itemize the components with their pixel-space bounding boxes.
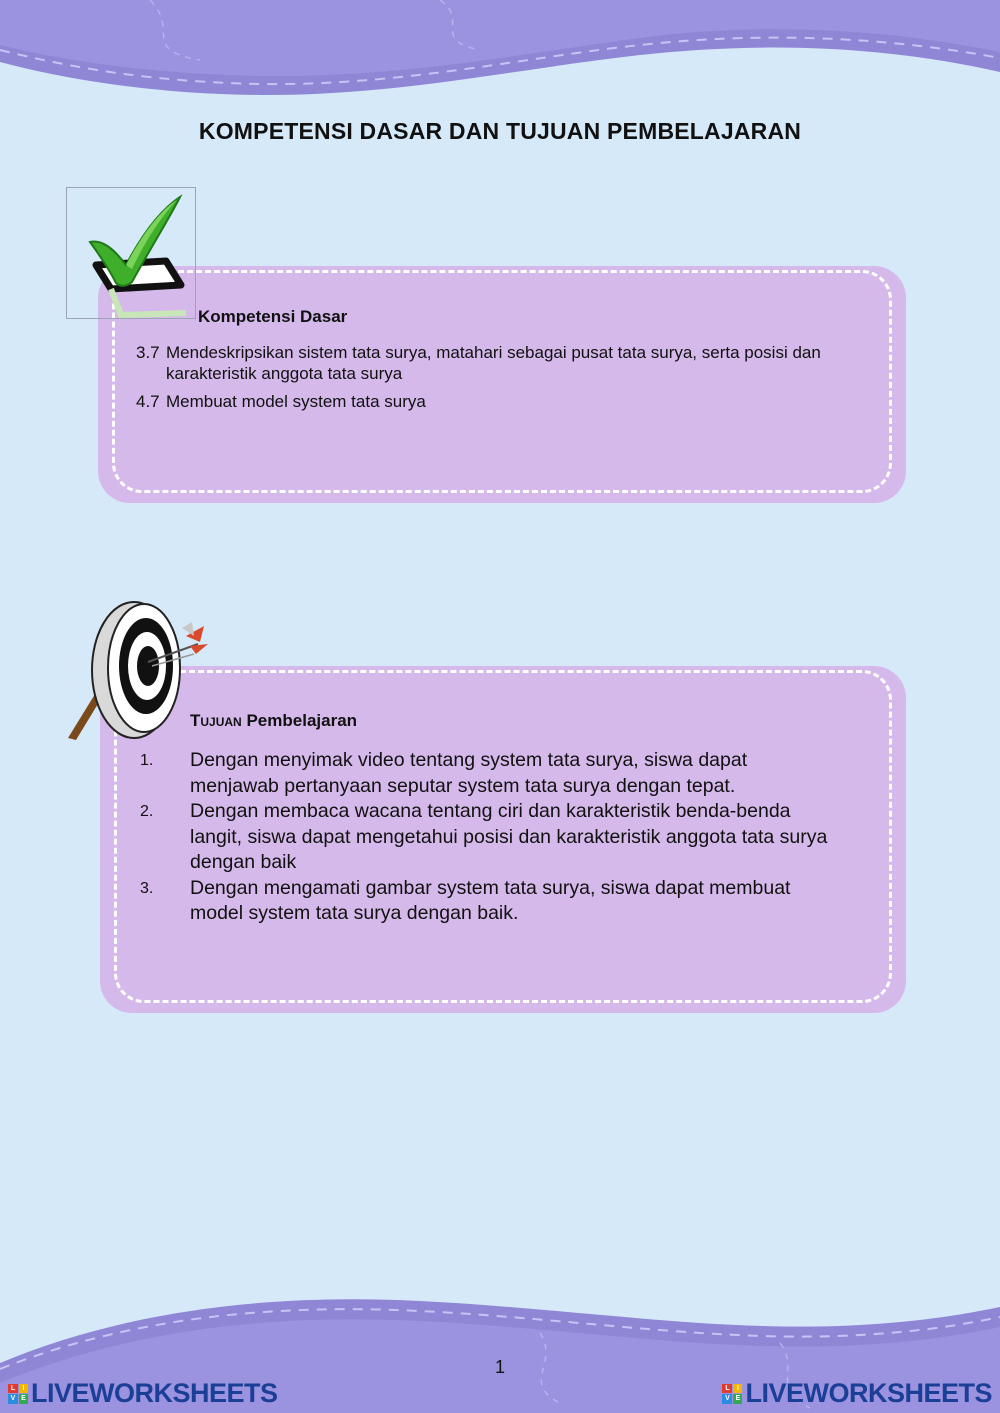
- liveworksheets-logo: [8, 1378, 278, 1409]
- liveworksheets-logo: [722, 1378, 992, 1409]
- tujuan-pembelajaran-card: [100, 666, 906, 1013]
- tujuan-heading-part-b: Pembelajaran: [246, 711, 358, 730]
- list-item-text: Dengan menyimak video tentang system tata surya, siswa dapat menjawab pertanyaan seputar system tata surya dengan tepat.: [190, 749, 748, 797]
- list-item-number: 3.: [140, 879, 154, 897]
- kompetensi-dasar-card: [98, 266, 906, 503]
- list-item: [140, 748, 840, 799]
- list-item-number: 2.: [140, 803, 154, 820]
- list-item-text: Dengan mengamati gambar system tata surya, siswa dapat membuat model system tata surya dengan baik.: [190, 876, 791, 924]
- list-item: [140, 799, 840, 876]
- kompetensi-item-text: Mendeskripsikan sistem tata surya, matahari sebagai pusat tata surya, serta posisi dan karakteristik anggota tata surya: [166, 343, 821, 383]
- list-item: [140, 876, 840, 927]
- tujuan-heading-part-a: Tujuan: [190, 711, 242, 730]
- kompetensi-item-text: Membuat model system tata surya: [166, 392, 426, 411]
- list-item-text: Dengan membaca wacana tentang ciri dan karakteristik benda-benda langit, siswa dapat mengetahui posisi dan karakteristik anggota tata surya dengan baik: [190, 800, 828, 873]
- brand-name: LIVEWORKSHEETS: [31, 1378, 278, 1408]
- brand-name: LIVEWORKSHEETS: [745, 1378, 992, 1408]
- page-number: 1: [494, 1357, 505, 1377]
- kompetensi-dasar-heading: Kompetensi Dasar: [198, 307, 348, 326]
- list-item-number: 1.: [140, 752, 154, 769]
- top-wave-decoration: [0, 0, 1000, 110]
- target-icon: [64, 596, 214, 746]
- kompetensi-item-number: 3.7: [136, 343, 160, 362]
- page-title: KOMPETENSI DASAR DAN TUJUAN PEMBELAJARAN: [198, 118, 802, 144]
- tujuan-list: [140, 748, 840, 927]
- liveworksheets-logo-icon: L I V E: [8, 1384, 28, 1404]
- kompetensi-item-number: 4.7: [136, 392, 160, 411]
- checkmark-icon: [66, 187, 196, 319]
- tujuan-pembelajaran-heading: [190, 711, 357, 731]
- liveworksheets-logo-icon: L I V E: [722, 1384, 742, 1404]
